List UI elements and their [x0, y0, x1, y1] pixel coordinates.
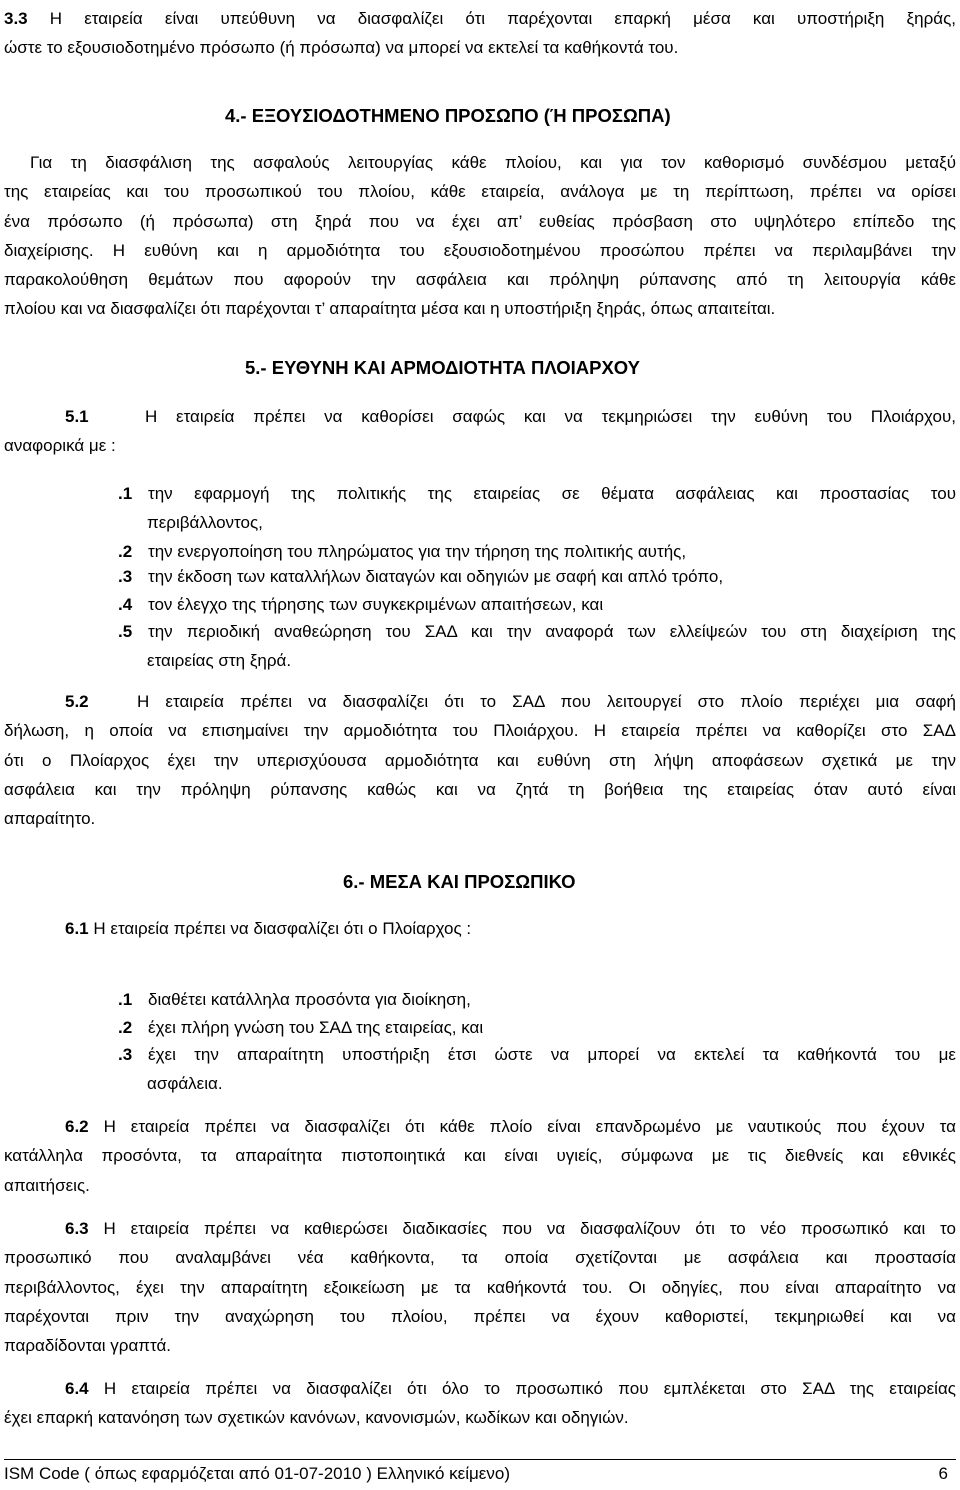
paragraph-6-1: 6.1 Η εταιρεία πρέπει να διασφαλίζει ότι ο Πλοίαρχος : [65, 919, 472, 938]
list-item: .2 την ενεργοποίηση του πληρώματος για την τήρηση της πολιτικής αυτής, [118, 542, 687, 561]
list-item: .1 την εφαρμογή της πολιτικής της εταιρείας σε θέματα ασφάλειας και προστασίας του περιβάλλοντος, [118, 484, 956, 533]
list-item: .3 έχει την απαραίτητη υποστήριξη έτσι ώστε να μπορεί να εκτελεί τα καθήκοντά του με ασφάλεια. [118, 1045, 956, 1094]
paragraph-number: 5.1 [65, 407, 89, 426]
paragraph-number: 5.2 [65, 692, 89, 711]
section-heading-6: 6.- ΜΕΣΑ ΚΑΙ ΠΡΟΣΩΠΙΚΟ [343, 871, 576, 892]
list-item: .4 τον έλεγχο της τήρησης των συγκεκριμένων απαιτήσεων, και [118, 595, 604, 614]
paragraph-5-1: 5.1 Η εταιρεία πρέπει να καθορίσει σαφώς και να τεκμηριώσει την ευθύνη του Πλοιάρχου, αναφορικά με : [4, 407, 957, 456]
paragraph-number: 6.4 [65, 1379, 89, 1398]
list-item: .5 την περιοδική αναθεώρηση του ΣΑΔ και την αναφορά των ελλείψεών του στη διαχείριση της εταιρείας στη ξηρά. [118, 622, 956, 671]
paragraph-6-2: 6.2 Η εταιρεία πρέπει να διασφαλίζει ότι κάθε πλοίο είναι επανδρωμένο με ναυτικούς που έχουν τα κατάλληλα προσόντα, τα απαραίτητα πιστοποιητικά και είναι υγιείς, σύμφωνα με τις διεθνείς και εθνικές απαιτήσεις. [4, 1117, 956, 1195]
section-heading-4: 4.- ΕΞΟΥΣΙΟΔΟΤΗΜΕΝΟ ΠΡΟΣΩΠΟ (Ή ΠΡΟΣΩΠΑ) [225, 105, 671, 126]
paragraph-6-4: 6.4 Η εταιρεία πρέπει να διασφαλίζει ότι όλο το προσωπικό που εμπλέκεται στο ΣΑΔ της εταιρείας έχει επαρκή κατανόηση των σχετικών κανόνων, κανονισμών, κωδίκων και οδηγιών. [4, 1379, 956, 1428]
paragraph-6-3: 6.3 Η εταιρεία πρέπει να καθιερώσει διαδικασίες που να διασφαλίζουν ότι το νέο προσωπικό και το προσωπικό που αναλαμβάνει νέα καθήκοντα, τα οποία σχετίζονται με ασφάλεια και προστασία περιβάλλοντος, έχει την απαραίτητη εξοικείωση με τα καθήκοντά του. Οι οδηγίες, που είναι απαραίτητο να παρέχονται πριν την αναχώρηση του πλοίου, πρέπει να έχουν καθοριστεί, τεκμηριωθεί και να παραδίδονται γραπτά. [4, 1219, 956, 1356]
paragraph-number: 6.1 [65, 919, 89, 938]
paragraph-number: 3.3 [4, 9, 28, 28]
paragraph-3-3: 3.3 Η εταιρεία είναι υπεύθυνη να διασφαλίζει ότι παρέχονται επαρκή μέσα και υποστήριξη ξηράς, ώστε το εξουσιοδοτημένο πρόσωπο (ή πρόσωπα) να μπορεί να εκτελεί τα καθήκοντά του. [4, 9, 956, 58]
paragraph-5-2: 5.2 Η εταιρεία πρέπει να διασφαλίζει ότι το ΣΑΔ που λειτουργεί στο πλοίο περιέχει μια σαφή δήλωση, η οποία να επισημαίνει την αρμοδιότητα του Πλοιάρχου. Η εταιρεία πρέπει να καθορίζει στο ΣΑΔ ότι ο Πλοίαρχος έχει την υπερισχύουσα αρμοδιότητα και ευθύνη στη λήψη αποφάσεων σχετικά με την ασφάλεια και την πρόληψη ρύπανσης καθώς και να ζητά τη βοήθεια της εταιρείας όταν αυτό είναι απαραίτητο. [4, 692, 957, 829]
page-number: 6 [938, 1464, 948, 1483]
paragraph-4: Για τη διασφάλιση της ασφαλούς λειτουργίας κάθε πλοίου, και για τον καθορισμό συνδέσμου μεταξύ της εταιρείας και του προσωπικού του πλοίου, κάθε εταιρεία, ανάλογα με τη περίπτωση, πρέπει να ορίσει ένα πρόσωπο (ή πρόσωπα) στη ξηρά που να έχει απ’ ευθείας πρόσβαση στο υψηλότερο επίπεδο της διαχείρισης. Η ευθύνη και η αρμοδιότητα του εξουσιοδοτημένου προσώπου πρέπει να περιλαμβάνει την παρακολούθηση θεμάτων που αφορούν την ασφάλεια και πρόληψη ρύπανσης από τη λειτουργία κάθε πλοίου και να διασφαλίζει ότι παρέχονται τ’ απαραίτητα μέσα και η υποστήριξη ξηράς, όπως απαιτείται. [4, 153, 956, 319]
page-footer [4, 1459, 956, 1484]
list-item: .3 την έκδοση των καταλλήλων διαταγών και οδηγιών με σαφή και απλό τρόπο, [118, 567, 724, 586]
list-item: .2 έχει πλήρη γνώση του ΣΑΔ της εταιρείας, και [118, 1018, 484, 1037]
paragraph-number: 6.3 [65, 1219, 89, 1238]
footer-title: ISM Code ( όπως εφαρμόζεται από 01-07-2010 ) Ελληνικό κείμενο) [4, 1464, 510, 1483]
section-heading-5: 5.- ΕΥΘΥΝΗ ΚΑΙ ΑΡΜΟΔΙΟΤΗΤΑ ΠΛΟΙΑΡΧΟΥ [245, 357, 640, 378]
list-item: .1 διαθέτει κατάλληλα προσόντα για διοίκηση, [118, 990, 471, 1009]
paragraph-number: 6.2 [65, 1117, 89, 1136]
